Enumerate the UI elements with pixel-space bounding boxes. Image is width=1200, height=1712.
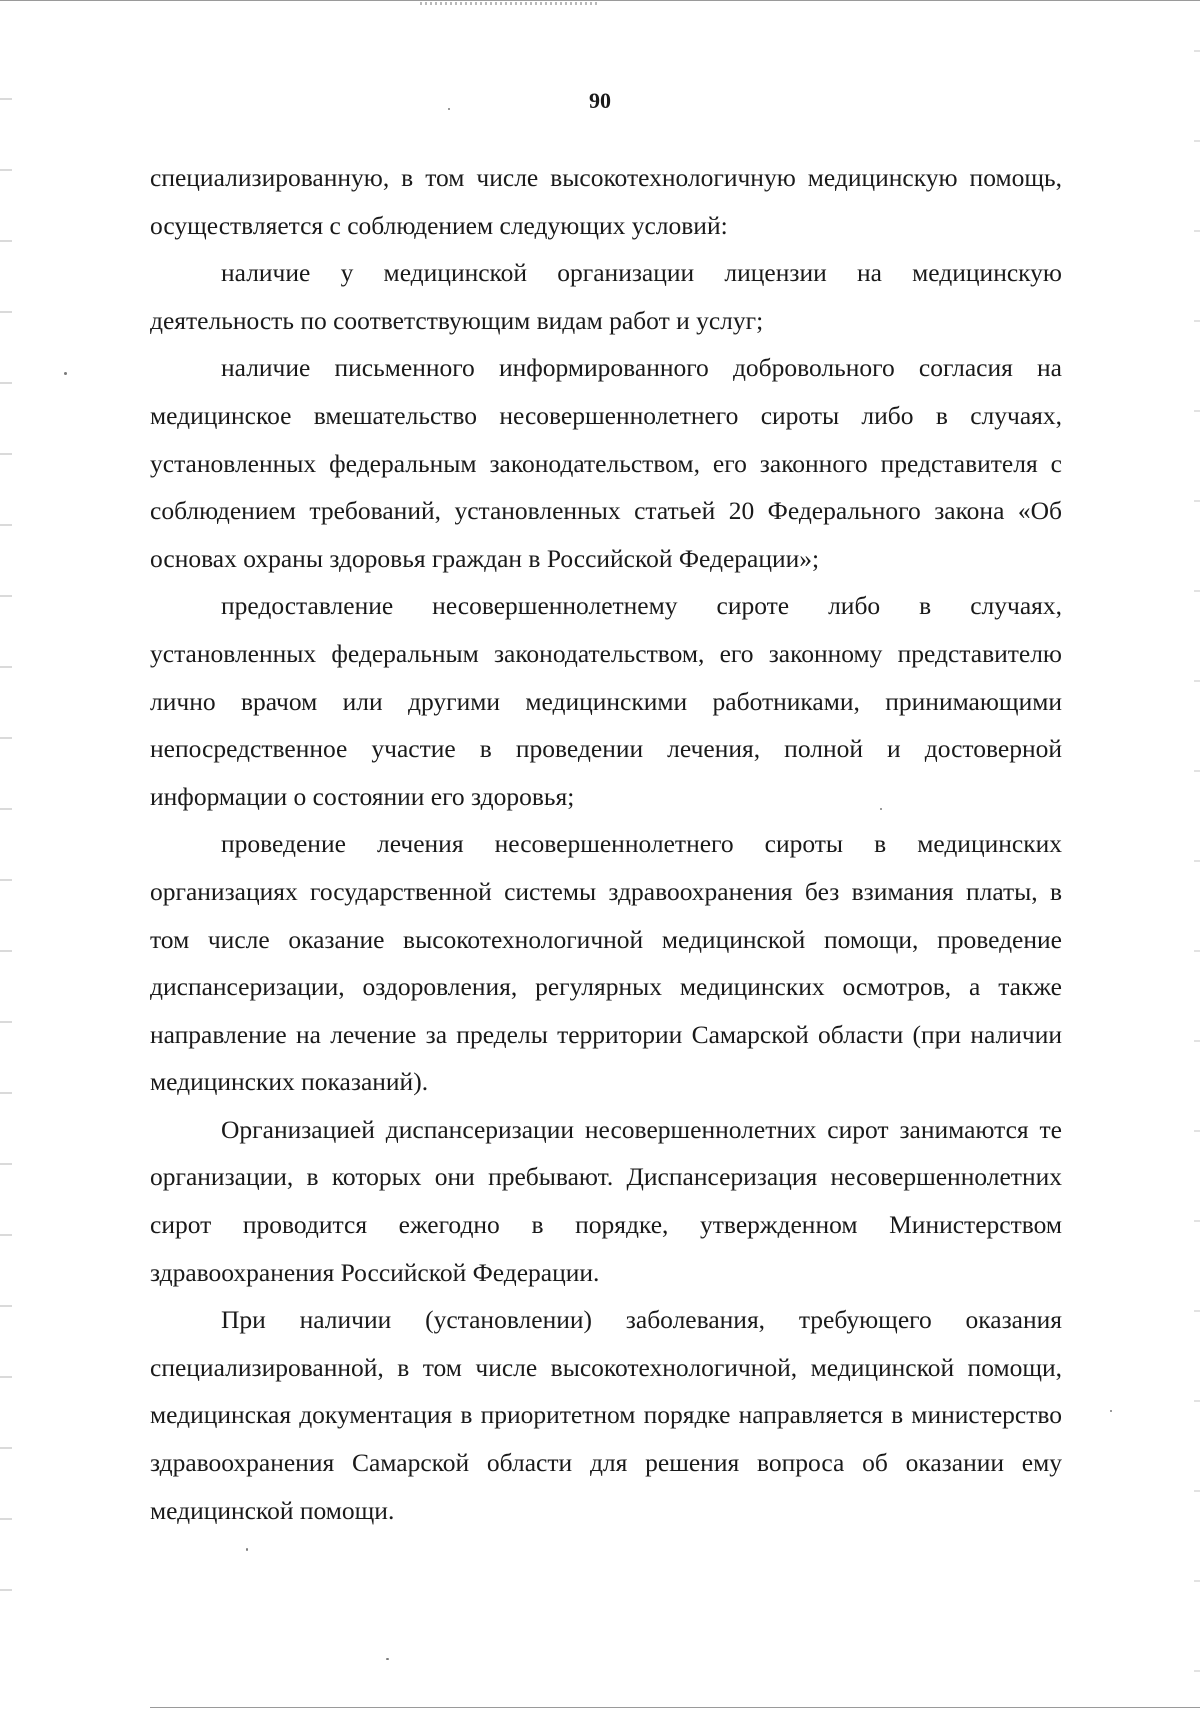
scan-speck <box>246 1548 248 1551</box>
scan-speck <box>386 1658 389 1660</box>
scan-speck <box>64 372 67 375</box>
paragraph-information-condition: предоставление несовершеннолетнему сироте либо в случаях, установленных федеральным законодательством, его законному представителю лично врачом или другими медицинскими работниками, принимающими непосредственное участие в проведении лечения, полной и достоверной информации о состоянии его здоровья; <box>150 591 1062 811</box>
paragraph-specialized-care-referral: При наличии (установлении) заболевания, требующего оказания специализированной, в том числе высокотехнологичной, медицинской помощи, медицинская документация в приоритетном порядке направляется в министерство здравоохранения Самарской области для решения вопроса об оказании ему медицинской помощи. <box>150 1305 1062 1525</box>
document-body <box>150 154 1062 1534</box>
scan-left-edge <box>0 60 12 1660</box>
paragraph-continuation: специализированную, в том числе высокотехнологичную медицинскую помощь, осуществляется с соблюдением следующих условий: <box>150 163 1062 240</box>
scan-right-edge <box>1194 0 1200 1712</box>
scan-speck <box>880 808 882 810</box>
scan-speck <box>1110 1410 1112 1412</box>
scan-bottom-edge <box>150 1707 1200 1708</box>
paragraph-license-condition: наличие у медицинской организации лицензии на медицинскую деятельность по соответствующим видам работ и услуг; <box>150 258 1062 335</box>
scan-speck <box>448 108 450 110</box>
paragraph-dispensary-organization: Организацией диспансеризации несовершеннолетних сирот занимаются те организации, в которых они пребывают. Диспансеризация несовершеннолетних сирот проводится ежегодно в порядке, утвержденном Министерством здравоохранения Российской Федерации. <box>150 1114 1062 1287</box>
scan-top-edge <box>0 0 1200 8</box>
paragraph-free-treatment-condition: проведение лечения несовершеннолетнего сироты в медицинских организациях государственной системы здравоохранения без взимания платы, в том числе оказание высокотехнологичной медицинской помощи, проведение диспансеризации, оздоровления, регулярных медицинских осмотров, а также направление на лечение за пределы территории Самарской области (при наличии медицинских показаний). <box>150 829 1062 1097</box>
paragraph-consent-condition: наличие письменного информированного добровольного согласия на медицинское вмешательство несовершеннолетнего сироты либо в случаях, установленных федеральным законодательством, его законного представителя с соблюдением требований, установленных статьей 20 Федерального закона «Об основах охраны здоровья граждан в Российской Федерации»; <box>150 353 1062 573</box>
scan-noise <box>420 2 600 5</box>
page-number: 90 <box>589 88 611 113</box>
